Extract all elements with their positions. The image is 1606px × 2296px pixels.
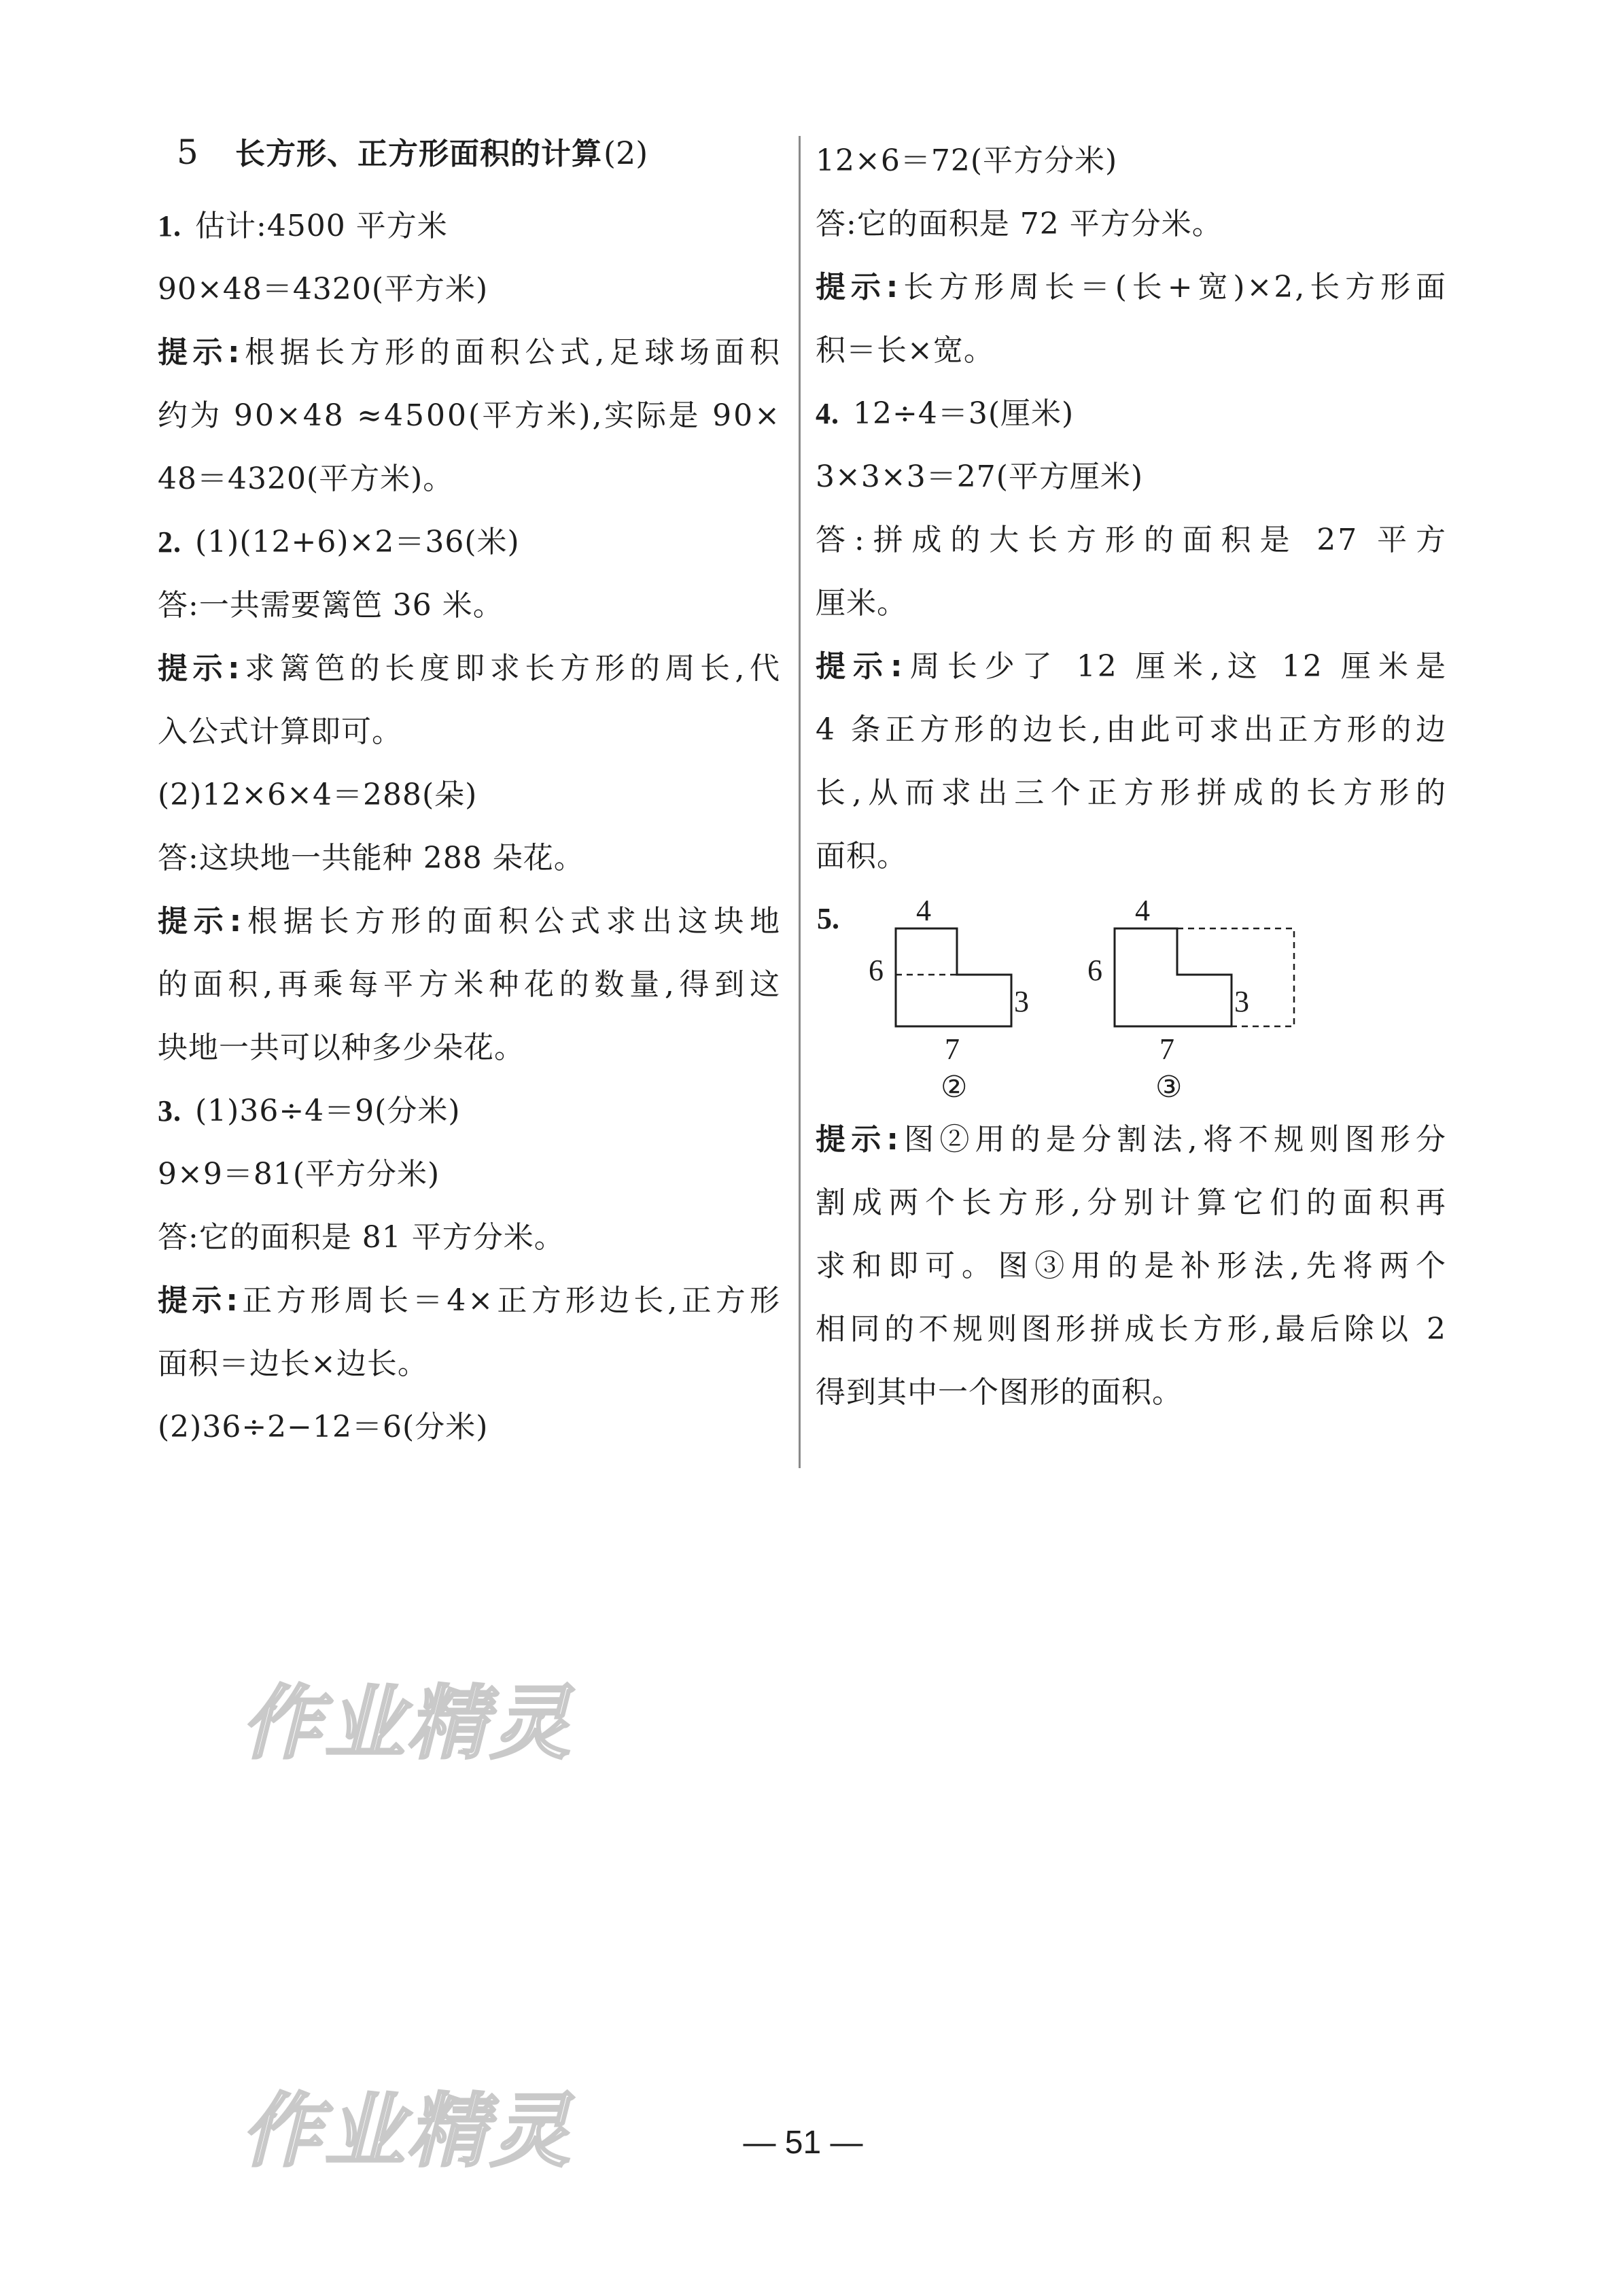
answer-line: [816, 635, 1448, 698]
section-name: 长方形、正方形面积的计算: [235, 137, 602, 171]
column-divider: [799, 136, 801, 1468]
question-number: 2.: [158, 525, 181, 559]
line-text: 答:这块地一共能种 288 朵花。: [158, 841, 584, 875]
hint-label: 提示:: [158, 1283, 240, 1318]
question-number: 1.: [158, 209, 181, 243]
figure-3-caption: ③: [1155, 1071, 1183, 1104]
hint-label: 提示:: [158, 904, 244, 939]
line-text: 长方形周长＝(长+宽)×2,长方形面: [900, 270, 1448, 305]
figure-2-top-label: 4: [916, 894, 931, 927]
line-text: 根据长方形的面积公式求出这块地: [243, 904, 782, 939]
line-text: 答:它的面积是 81 平方分米。: [158, 1220, 565, 1255]
answer-line: [158, 1206, 782, 1269]
figure-2: [869, 894, 1029, 1104]
line-text: 约为 90×48 ≈4500(平方米),实际是 90×: [158, 398, 782, 433]
line-text: (2)12×6×4＝288(朵): [158, 778, 478, 812]
line-text: 12÷4＝3(厘米): [853, 396, 1075, 431]
answer-line: [816, 382, 1448, 445]
answer-line: [816, 824, 1448, 888]
answer-line: [816, 508, 1448, 572]
hint-label: 提示:: [158, 335, 242, 370]
answer-line: [158, 510, 782, 574]
answer-line: [158, 321, 782, 384]
answer-line: [158, 384, 782, 447]
line-text: 90×48＝4320(平方米): [158, 272, 489, 307]
answer-line: [816, 256, 1448, 319]
answer-line: [816, 1298, 1448, 1361]
question-number: 4.: [816, 397, 839, 430]
figure-3-top-label: 4: [1135, 894, 1150, 927]
answer-line: [158, 827, 782, 890]
line-text: 3×3×3＝27(平方厘米): [816, 459, 1144, 494]
figure-3-left-label: 6: [1087, 954, 1102, 987]
answer-line: [158, 890, 782, 953]
answer-line: [816, 1108, 1448, 1171]
figure-2-right-label: 3: [1014, 985, 1029, 1018]
answer-line: [816, 445, 1448, 508]
line-text: 入公式计算即可。: [158, 714, 402, 749]
line-text: 4 条正方形的边长,由此可求出正方形的边: [816, 712, 1448, 747]
question-number: 3.: [158, 1094, 181, 1128]
answer-line: [816, 319, 1448, 382]
line-text: 面积＝边长×边长。: [158, 1346, 428, 1381]
line-text: 求和即可。图③用的是补形法,先将两个: [816, 1249, 1448, 1283]
hint-label: 提示:: [158, 651, 242, 686]
line-text: 得到其中一个图形的面积。: [816, 1375, 1183, 1410]
answer-line: [158, 700, 782, 763]
answer-line: [158, 953, 782, 1016]
line-text: 长,从而求出三个正方形拼成的长方形的: [816, 776, 1448, 810]
line-text: 根据长方形的面积公式,足球场面积: [241, 335, 782, 370]
answer-line: [158, 1332, 782, 1395]
right-answer-lines-bottom: [816, 1108, 1448, 1424]
line-text: 答:一共需要篱笆 36 米。: [158, 588, 504, 623]
answer-line: [158, 1016, 782, 1079]
question-5-figures: [816, 888, 1448, 1108]
line-text: 求篱笆的长度即求长方形的周长,代: [241, 651, 782, 686]
answer-line: [816, 129, 1448, 192]
answer-line: [158, 194, 782, 258]
line-text: 割成两个长方形,分别计算它们的面积再: [816, 1185, 1448, 1220]
watermark-top: 作业精灵: [241, 1676, 574, 1770]
line-text: 12×6＝72(平方分米): [816, 143, 1118, 178]
section-number: 5: [177, 133, 198, 172]
answer-line: [158, 447, 782, 510]
answer-line: [158, 763, 782, 827]
answer-line: [816, 1171, 1448, 1234]
answer-line: [158, 1269, 782, 1332]
answer-line: [816, 1234, 1448, 1298]
answer-line: [158, 637, 782, 700]
line-text: 答:它的面积是 72 平方分米。: [816, 207, 1223, 241]
line-text: 答:拼成的大长方形的面积是 27 平方: [816, 523, 1448, 557]
figure-3-shape: [1115, 928, 1232, 1026]
answer-line: [816, 192, 1448, 256]
left-column: [158, 129, 782, 1459]
left-answer-lines: [158, 194, 782, 1459]
watermark-bottom: 作业精灵: [241, 2084, 574, 2178]
line-text: 的面积,再乘每平方米种花的数量,得到这: [158, 967, 782, 1002]
line-text: 厘米。: [816, 586, 907, 621]
line-text: 块地一共可以种多少朵花。: [158, 1030, 525, 1065]
answer-line: [158, 574, 782, 637]
answer-line: [158, 1395, 782, 1459]
line-text: 积＝长×宽。: [816, 333, 994, 368]
right-column: [816, 129, 1448, 1424]
section-part: (2): [604, 135, 648, 171]
line-text: 9×9＝81(平方分米): [158, 1157, 440, 1192]
answer-line: [158, 1143, 782, 1206]
hint-label: 提示:: [816, 649, 905, 684]
figure-2-left-label: 6: [869, 954, 884, 987]
line-text: (1)36÷4＝9(分米): [195, 1094, 461, 1128]
answer-line: [816, 1361, 1448, 1424]
answer-line: [158, 1079, 782, 1143]
page-number: — 51 —: [743, 2125, 863, 2161]
question-5-number: 5.: [817, 902, 839, 935]
answer-line: [158, 258, 782, 321]
figure-3-bottom-label: 7: [1159, 1032, 1174, 1066]
line-text: (2)36÷2−12＝6(分米): [158, 1410, 489, 1444]
figure-2-bottom-label: 7: [945, 1032, 960, 1066]
line-text: 48＝4320(平方米)。: [158, 462, 454, 496]
line-text: 估计:4500 平方米: [195, 209, 448, 243]
line-text: 相同的不规则图形拼成长方形,最后除以 2: [816, 1312, 1448, 1346]
figure-3-right-label: 3: [1234, 985, 1249, 1018]
section-title: [158, 129, 782, 194]
line-text: 正方形周长＝4×正方形边长,正方形: [240, 1283, 782, 1318]
hint-label: 提示:: [816, 1122, 901, 1157]
line-text: 周长少了 12 厘米,这 12 厘米是: [904, 649, 1448, 684]
figure-2-shape: [896, 928, 1011, 1026]
line-text: (1)(12+6)×2＝36(米): [195, 525, 520, 559]
answer-line: [816, 572, 1448, 635]
line-text: 面积。: [816, 839, 907, 873]
answer-line: [816, 698, 1448, 761]
answer-line: [816, 761, 1448, 824]
figure-svg: [816, 888, 1448, 1108]
line-text: 图②用的是分割法,将不规则图形分: [900, 1122, 1448, 1157]
right-answer-lines-top: [816, 129, 1448, 888]
hint-label: 提示:: [816, 270, 901, 305]
figure-3: [1087, 894, 1294, 1104]
figure-2-caption: ②: [941, 1071, 968, 1104]
